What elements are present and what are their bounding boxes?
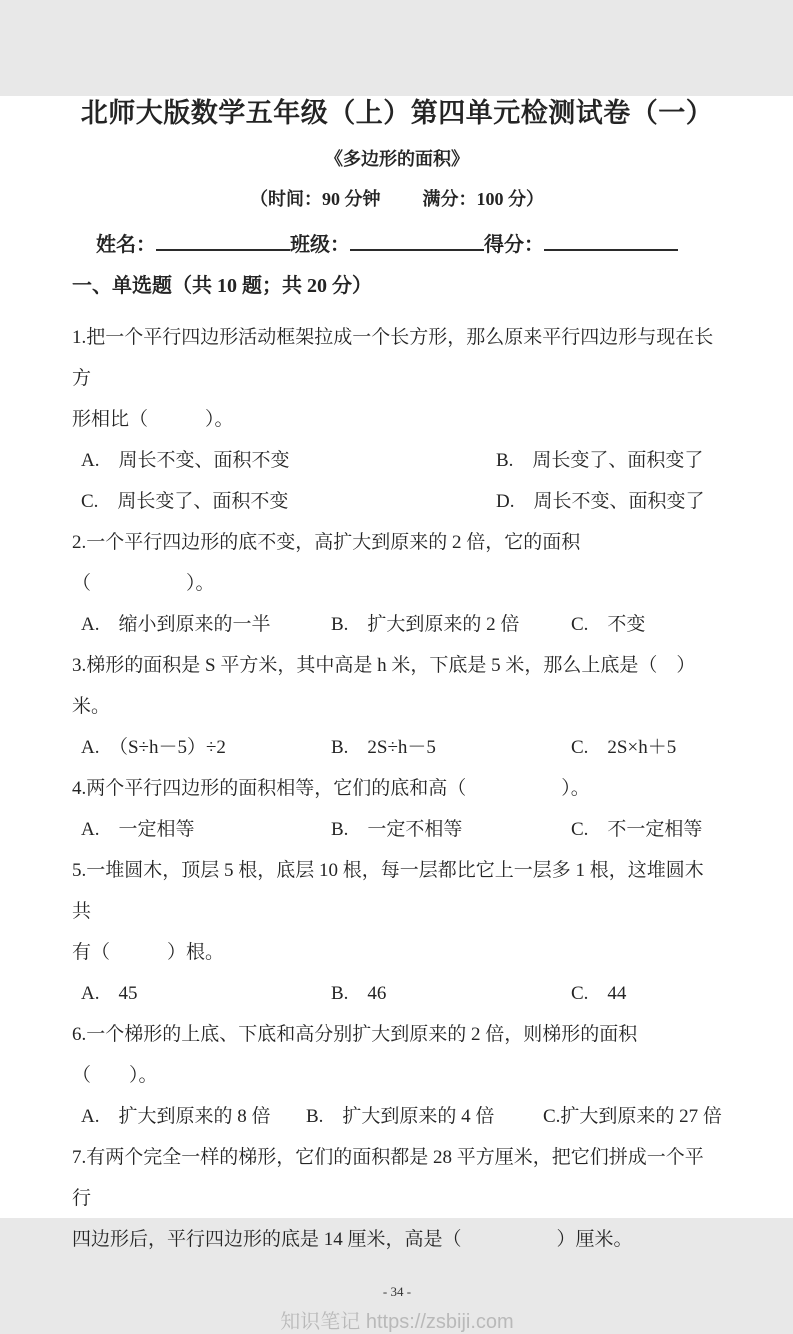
- question-4-option-b: B. 一定不相等: [331, 819, 463, 840]
- question-6-option-b: B. 扩大到原来的 4 倍: [306, 1106, 495, 1127]
- question-1-option-a: A. 周长不变、面积不变: [81, 450, 290, 471]
- question-5-option-c: C. 44: [571, 983, 627, 1004]
- question-5: [72, 850, 722, 1014]
- question-4: [72, 768, 722, 850]
- question-5-option-b: B. 46: [331, 983, 387, 1004]
- question-2-option-c: C. 不变: [571, 614, 646, 635]
- question-2-options-row: [72, 604, 722, 645]
- question-3-option-c: C. 2S×h＋5: [571, 737, 677, 758]
- question-4-text: 4.两个平行四边形的面积相等，它们的底和高（ ）。: [72, 778, 590, 799]
- question-list: [72, 317, 722, 1260]
- question-6-text: 6.一个梯形的上底、下底和高分别扩大到原来的 2 倍，则梯形的面积（ ）。: [72, 1024, 638, 1086]
- question-2: [72, 522, 722, 645]
- page-number: - 34 -: [382, 1284, 412, 1299]
- class-label: 班级：: [290, 234, 350, 256]
- paper-subtitle: 《多边形的面积》: [325, 149, 469, 169]
- question-3-options-row: [72, 727, 722, 768]
- question-2-text: 2.一个平行四边形的底不变，高扩大到原来的 2 倍，它的面积（ ）。: [72, 532, 581, 594]
- question-6-option-c: C.扩大到原来的 27 倍: [543, 1106, 722, 1127]
- question-1-text-line-1: 1.把一个平行四边形活动框架拉成一个长方形，那么原来平行四边形与现在长方: [72, 327, 714, 389]
- question-4-options-row: [72, 809, 722, 850]
- question-2-option-b: B. 扩大到原来的 2 倍: [331, 614, 520, 635]
- question-3-option-b: B. 2S÷h－5: [331, 737, 436, 758]
- class-blank-field: [350, 229, 484, 251]
- question-6: [72, 1014, 722, 1137]
- page-content: [0, 96, 793, 1334]
- question-3-text: 3.梯形的面积是 S 平方米，其中高是 h 米，下底是 5 米，那么上底是（ ）米。: [72, 655, 696, 717]
- question-5-text-line-2: 有（ ）根。: [72, 942, 225, 963]
- question-7: [72, 1137, 722, 1260]
- question-1-option-c: C. 周长变了、面积不变: [81, 491, 289, 512]
- question-1-option-d: D. 周长不变、面积变了: [496, 491, 705, 512]
- test-paper-page: [0, 96, 793, 1333]
- name-label: 姓名：: [96, 234, 156, 256]
- question-7-text-line-2: 四边形后，平行四边形的底是 14 厘米，高是（ ）厘米。: [72, 1229, 633, 1250]
- site-watermark: 知识笔记 https://zsbiji.com: [280, 1311, 514, 1333]
- time-limit-text: （时间：90 分钟: [250, 189, 381, 209]
- question-5-option-a: A. 45: [81, 983, 138, 1004]
- question-2-option-a: A. 缩小到原来的一半: [81, 614, 271, 635]
- time-score-line: [72, 186, 722, 212]
- question-7-text-line-1: 7.有两个完全一样的梯形，它们的面积都是 28 平方厘米，把它们拼成一个平行: [72, 1147, 704, 1209]
- full-score-text: 满分：100 分）: [422, 189, 544, 209]
- question-3-option-a: A. （S÷h－5）÷2: [81, 737, 226, 758]
- question-4-option-c: C. 不一定相等: [571, 819, 703, 840]
- score-blank-field: [544, 229, 678, 251]
- question-4-option-a: A. 一定相等: [81, 819, 195, 840]
- question-6-options-row: [72, 1096, 722, 1137]
- question-1-option-b: B. 周长变了、面积变了: [496, 450, 704, 471]
- question-5-options-row: [72, 973, 722, 1014]
- question-1-options-row-1: [72, 440, 722, 481]
- question-1-text-line-2: 形相比（ ）。: [72, 409, 234, 430]
- score-label: 得分：: [484, 234, 544, 256]
- question-1: [72, 317, 722, 522]
- question-1-options-row-2: [72, 481, 722, 522]
- student-info-row: [72, 228, 722, 256]
- question-3: [72, 645, 722, 768]
- question-5-text-line-1: 5.一堆圆木，顶层 5 根，底层 10 根，每一层都比它上一层多 1 根，这堆圆木共: [72, 860, 704, 922]
- section-header-single-choice: 一、单选题（共 10 题；共 20 分）: [72, 275, 372, 297]
- name-blank-field: [156, 229, 290, 251]
- question-6-option-a: A. 扩大到原来的 8 倍: [81, 1106, 271, 1127]
- page-title: 北师大版数学五年级（上）第四单元检测试卷（一）: [80, 98, 714, 128]
